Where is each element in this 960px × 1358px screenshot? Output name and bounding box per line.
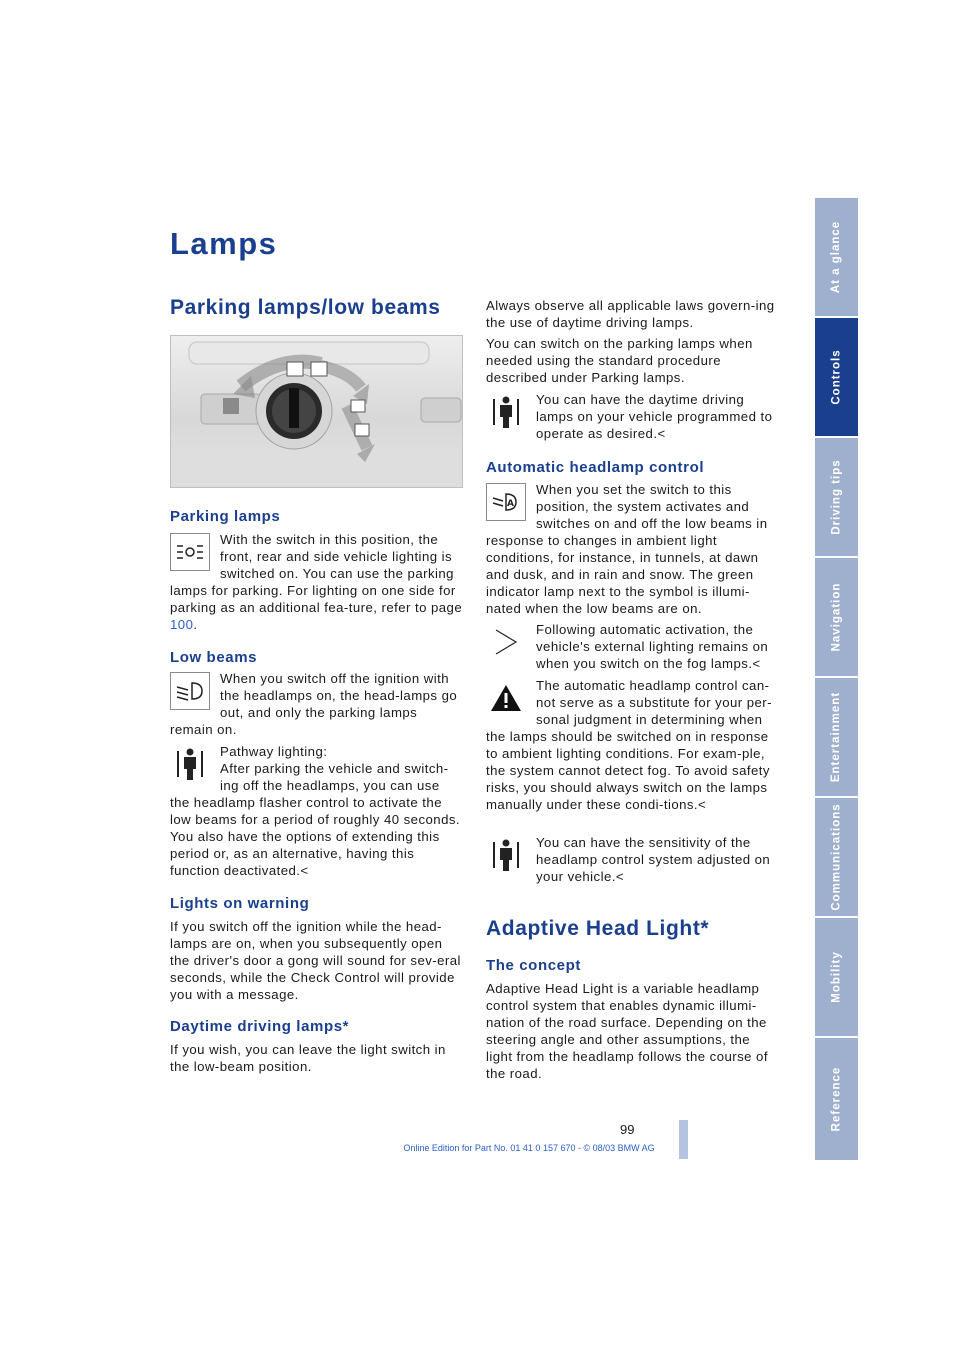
footer-edition-note: Online Edition for Part No. 01 41 0 157 670 - © 08/03 BMW AG (403, 1143, 655, 1153)
sensitivity-note: You can have the sensitivity of the headlamp control system adjusted on your vehicle.< (486, 834, 778, 885)
light-switch-illustration (171, 336, 463, 488)
person-info-icon (170, 745, 210, 783)
heading-automatic-headlamp-control: Automatic headlamp control (486, 459, 705, 476)
auto-headlamp-warning: The automatic headlamp control can-not serve as a substitute for your per-sonal judgment in determining when the lamps should be switched on in response to ambient lighting conditions. For exam-ple, the system cannot detect fog. To avoid safety risks, you should always switch on the lamps manually under these condi-tions.< (486, 678, 772, 812)
lights-on-warning-text: If you switch off the ignition while the head-lamps are on, when you subsequently open the driver's door a gong will sound for sev-eral seconds, while the Check Control will provide you with a message. (170, 919, 461, 1002)
parking-lamps-icon (170, 533, 210, 571)
tab-mobility[interactable]: Mobility (815, 918, 858, 1036)
tab-controls[interactable]: Controls (815, 318, 858, 436)
svg-text:A: A (507, 499, 515, 509)
heading-lights-on-warning: Lights on warning (170, 895, 310, 912)
person-info-icon (486, 836, 526, 874)
heading-daytime-driving-lamps: Daytime driving lamps* (170, 1018, 350, 1035)
light-switch-photo (170, 335, 463, 488)
person-info-icon (486, 393, 526, 431)
page-marker-bar (679, 1120, 688, 1159)
auto-activation-note: Following automatic activation, the vehicle's external lighting remains on when you switch on the fog lamps.< (486, 621, 778, 672)
tab-communications[interactable]: Communications (815, 798, 858, 916)
low-beams-text: When you switch off the ignition with the headlamps on, the head-lamps go out, and only the parking lamps remain on. (170, 671, 458, 737)
pathway-lighting-text: Pathway lighting: After parking the vehicle and switch-ing off the headlamps, you can use the headlamp flasher control to activate the low beams for a period of roughly 40 seconds. You also have the options of extending this period or, as an alternative, having this function deactivated.< (170, 744, 461, 878)
daytime-programming-note: You can have the daytime driving lamps on your vehicle programmed to operate as desired.< (486, 391, 778, 442)
tab-navigation[interactable]: Navigation (815, 558, 858, 676)
section-heading-adaptive-head-light: Adaptive Head Light* (486, 917, 710, 940)
daytime-laws-text: Always observe all applicable laws govern-ing the use of daytime driving lamps. (486, 298, 775, 330)
heading-the-concept: The concept (486, 957, 581, 974)
daytime-driving-lamps-text: If you wish, you can leave the light switch in the low-beam position. (170, 1042, 446, 1074)
tab-reference[interactable]: Reference (815, 1038, 858, 1160)
heading-low-beams: Low beams (170, 649, 258, 666)
parking-lamps-text: With the switch in this position, the front, rear and side vehicle lighting is switched on. You can use the parking lamps for parking. For lighting on one side for parking as an additional fea-ture, refer to page 100. (170, 532, 463, 632)
tab-driving-tips[interactable]: Driving tips (815, 438, 858, 556)
tab-at-a-glance[interactable]: At a glance (815, 198, 858, 316)
note-triangle-icon (486, 623, 526, 661)
daytime-parking-procedure-text: You can switch on the parking lamps when needed using the standard procedure described under Parking lamps. (486, 336, 753, 385)
chapter-tabs (815, 198, 858, 1160)
page-title: Lamps (170, 226, 278, 261)
page-link-100[interactable]: 100 (170, 617, 194, 632)
automatic-headlamp-control-text: A When you set the switch to this position, the system activates and switches on and off the low beams in response to changes in ambient light conditions, for instance, in tunnels, at dawn and dusk, and in rain and snow. The green indicator lamp next to the symbol is illumi-nated when the low beams are on. (486, 482, 768, 616)
section-heading-parking-low-beams: Parking lamps/low beams (170, 296, 441, 319)
concept-text: Adaptive Head Light is a variable headlamp control system that enables dynamic illumi-nation of the road surface. Depending on the steering angle and other assumptions, the light from the headlamp follows the course of the road. (486, 981, 768, 1081)
heading-parking-lamps: Parking lamps (170, 508, 281, 525)
low-beam-icon (170, 672, 210, 710)
page-number: 99 (620, 1122, 635, 1137)
tab-entertainment[interactable]: Entertainment (815, 678, 858, 796)
auto-headlamp-icon (486, 483, 526, 521)
warning-icon (486, 679, 526, 717)
